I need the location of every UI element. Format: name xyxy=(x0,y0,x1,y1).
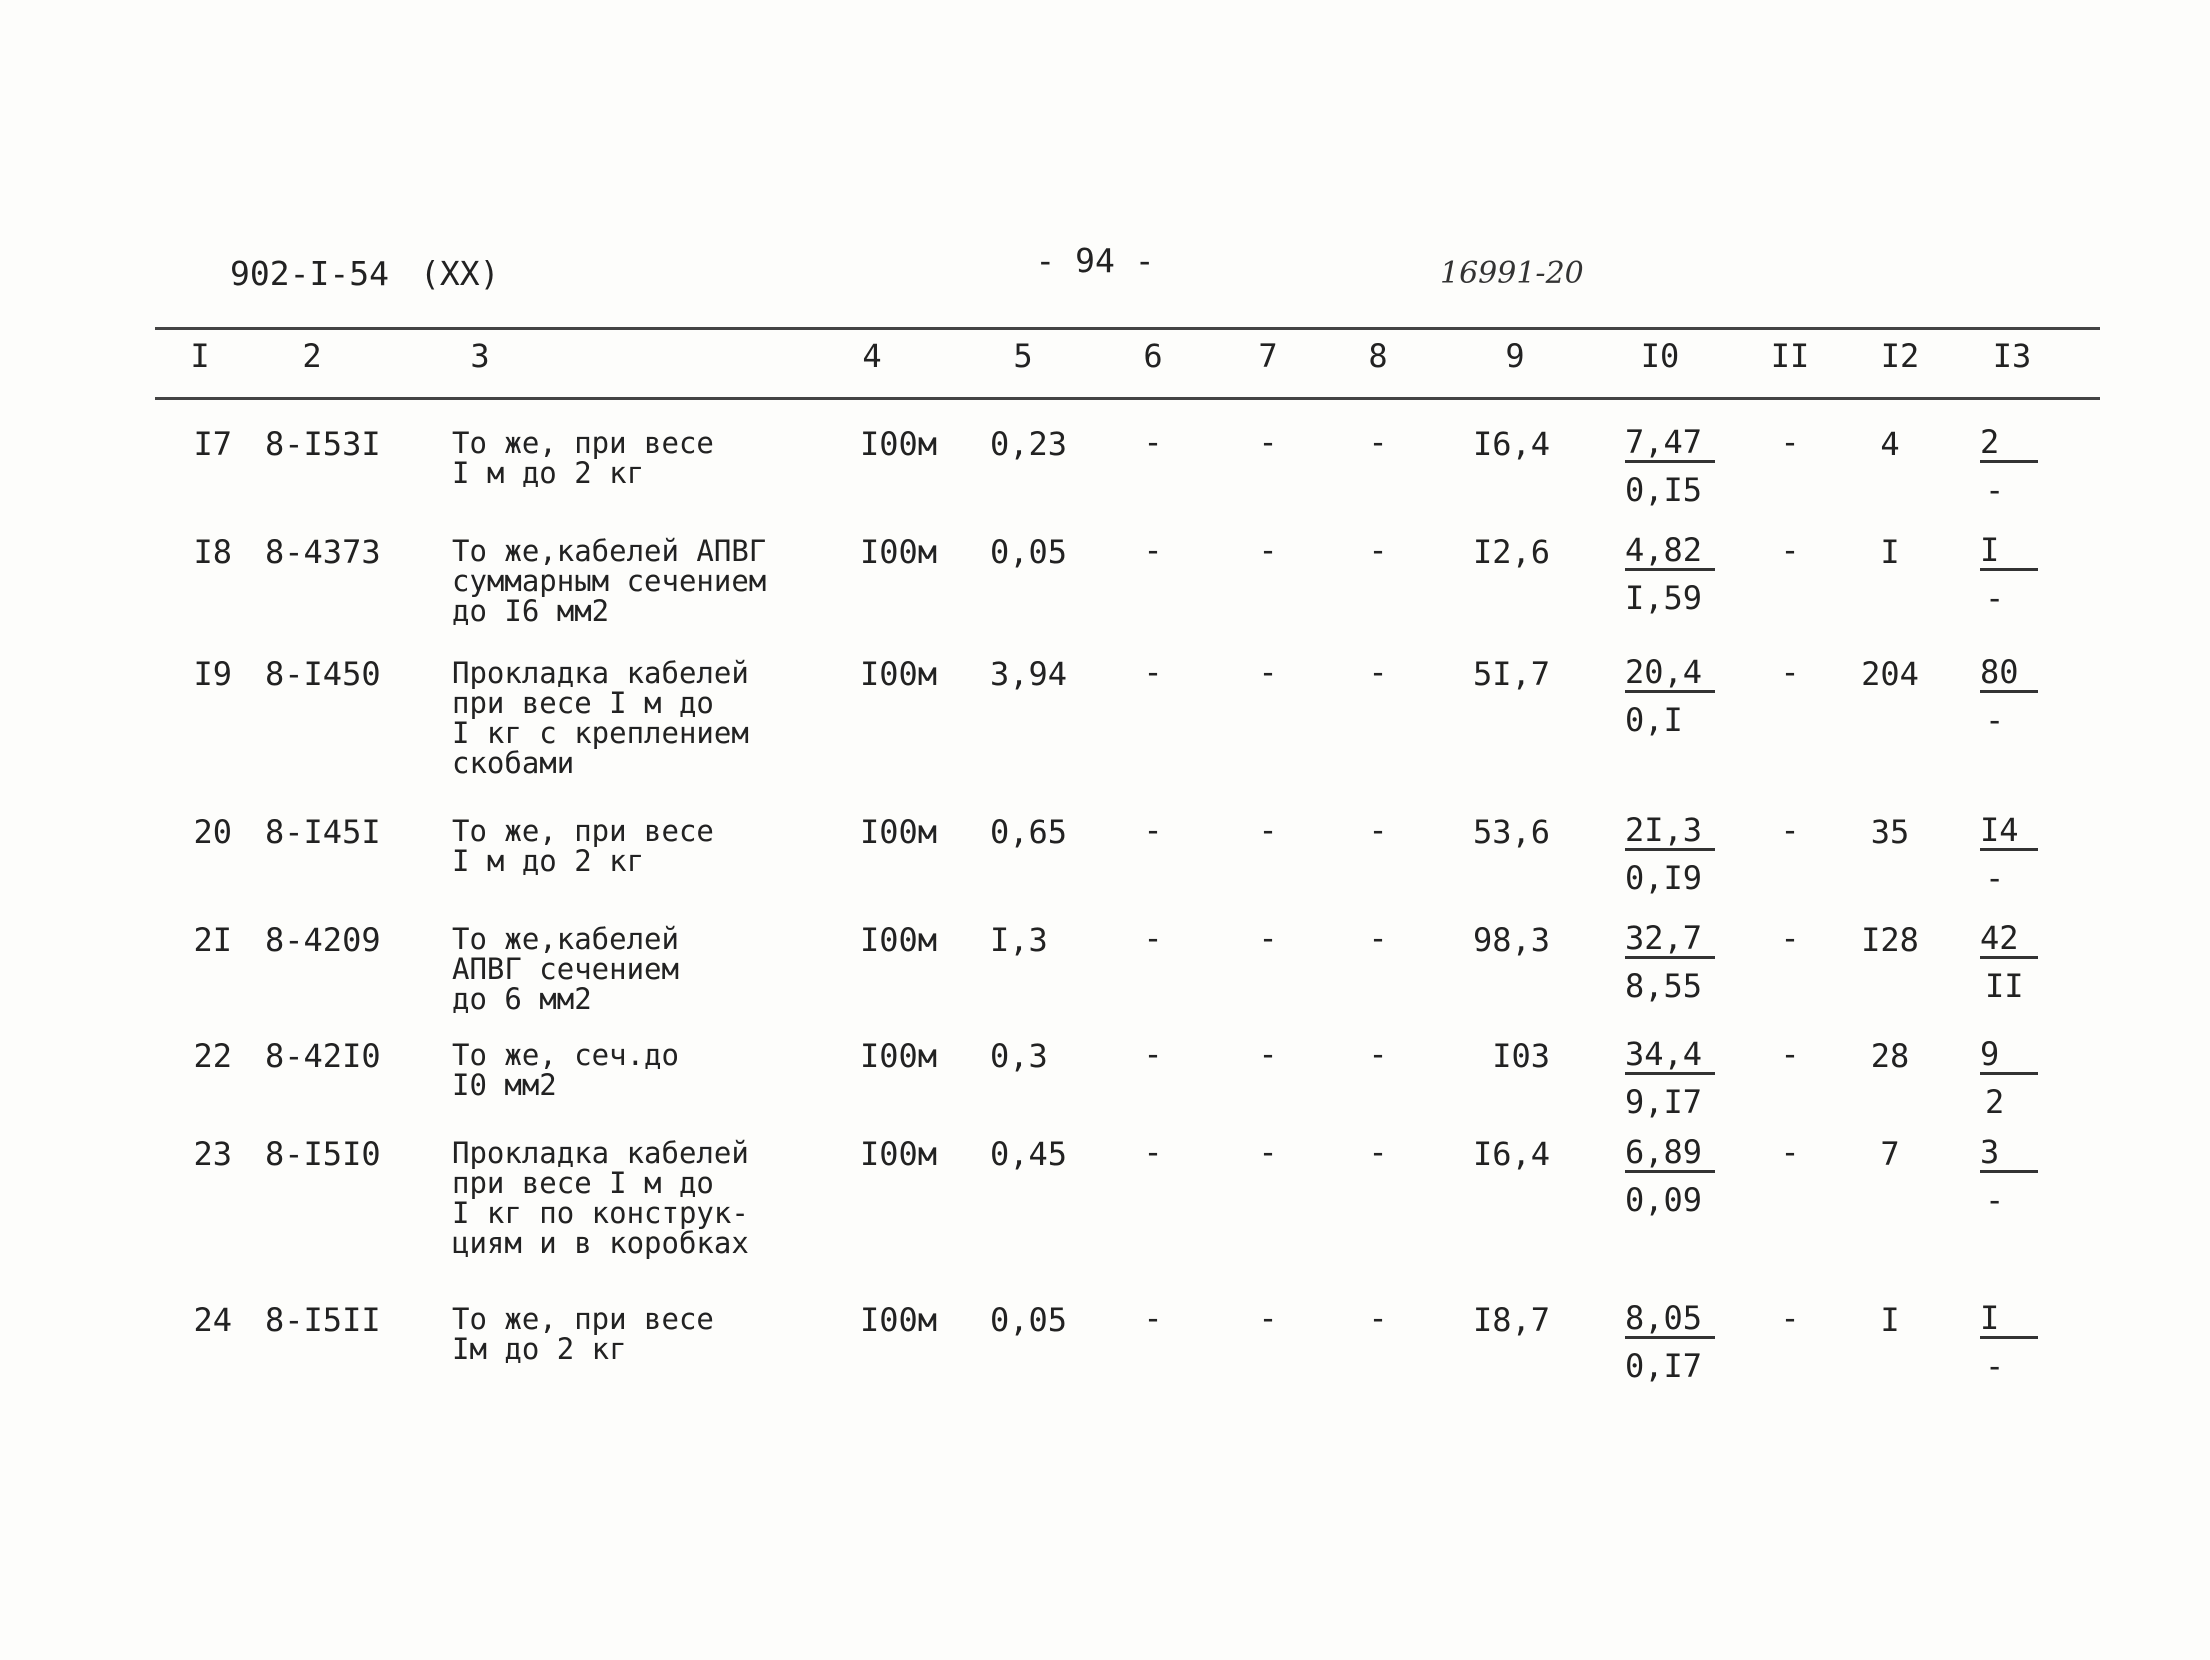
column-header-12: I2 xyxy=(1880,337,1920,375)
norm-code: 8-I53I xyxy=(265,425,381,463)
row-number: 22 xyxy=(193,1037,232,1075)
quantity: 0,23 xyxy=(990,425,1068,463)
col6-value: - xyxy=(1143,1299,1163,1337)
col7-value: - xyxy=(1258,531,1278,569)
norm-code: 8-I45I xyxy=(265,813,381,851)
norm-code: 8-4373 xyxy=(265,533,381,571)
document-code: 902-I-54 xyxy=(230,254,389,293)
col10-top-value: 32,7 xyxy=(1625,922,1715,959)
column-header-13: I3 xyxy=(1992,337,2032,375)
unit: I00м xyxy=(860,655,938,693)
norm-code: 8-I450 xyxy=(265,655,381,693)
quantity: 3,94 xyxy=(990,655,1068,693)
quantity: 0,05 xyxy=(990,1301,1068,1339)
col12-value: 28 xyxy=(1870,1037,1910,1075)
work-description: Прокладка кабелей при весе I м до I кг по конструк- циям и в коробках xyxy=(452,1136,749,1260)
col6-value: - xyxy=(1143,919,1163,957)
col7-value: - xyxy=(1258,423,1278,461)
col12-value: I28 xyxy=(1861,921,1919,959)
col11-value: - xyxy=(1780,919,1800,957)
archive-number: 16991-20 xyxy=(1440,256,1584,291)
col6-value: - xyxy=(1143,423,1163,461)
col10-bottom-value: 0,I xyxy=(1625,701,1683,739)
col8-value: - xyxy=(1368,1299,1388,1337)
col9-value: I8,7 xyxy=(1472,1301,1550,1339)
col7-value: - xyxy=(1258,1299,1278,1337)
col13-top-value: I4 xyxy=(1980,814,2038,851)
col11-value: - xyxy=(1780,1299,1800,1337)
col11-value: - xyxy=(1780,811,1800,849)
work-description: То же, при весе I м до 2 кг xyxy=(452,426,714,490)
norm-code: 8-I5I0 xyxy=(265,1135,381,1173)
norm-code: 8-4209 xyxy=(265,921,381,959)
col8-value: - xyxy=(1368,653,1388,691)
unit: I00м xyxy=(860,1037,938,1075)
column-header-2: 2 xyxy=(302,337,322,375)
col6-value: - xyxy=(1143,531,1163,569)
col10-bottom-value: 8,55 xyxy=(1625,967,1703,1005)
col12-value: 4 xyxy=(1880,425,1900,463)
col10-bottom-value: 0,I7 xyxy=(1625,1347,1703,1385)
unit: I00м xyxy=(860,1301,938,1339)
quantity: I,3 xyxy=(990,921,1048,959)
column-header-5: 5 xyxy=(1013,337,1033,375)
col13-top-value: 2 xyxy=(1980,426,2038,463)
col11-value: - xyxy=(1780,1133,1800,1171)
table-top-rule xyxy=(155,327,2100,330)
col12-value: 7 xyxy=(1880,1135,1900,1173)
unit: I00м xyxy=(860,813,938,851)
row-number: 24 xyxy=(193,1301,232,1339)
col13-top-value: 42 xyxy=(1980,922,2038,959)
col10-top-value: 2I,3 xyxy=(1625,814,1715,851)
col9-value: I6,4 xyxy=(1472,425,1550,463)
unit: I00м xyxy=(860,1135,938,1173)
quantity: 0,3 xyxy=(990,1037,1048,1075)
col12-value: 204 xyxy=(1861,655,1919,693)
col10-top-value: 34,4 xyxy=(1625,1038,1715,1075)
col13-bottom-value: - xyxy=(1985,859,2005,897)
column-header-11: II xyxy=(1770,337,1810,375)
col12-value: I xyxy=(1880,1301,1900,1339)
column-header-9: 9 xyxy=(1505,337,1525,375)
row-number: 23 xyxy=(193,1135,232,1173)
column-header-6: 6 xyxy=(1143,337,1163,375)
col13-bottom-value: - xyxy=(1985,1347,2005,1385)
col13-bottom-value: - xyxy=(1985,579,2005,617)
col9-value: I03 xyxy=(1492,1037,1550,1075)
col9-value: I6,4 xyxy=(1472,1135,1550,1173)
col11-value: - xyxy=(1780,1035,1800,1073)
col10-top-value: 6,89 xyxy=(1625,1136,1715,1173)
col9-value: 53,6 xyxy=(1472,813,1550,851)
col8-value: - xyxy=(1368,919,1388,957)
work-description: То же, сеч.до I0 мм2 xyxy=(452,1038,679,1102)
col13-top-value: 3 xyxy=(1980,1136,2038,1173)
col10-bottom-value: 0,I5 xyxy=(1625,471,1703,509)
col10-bottom-value: 9,I7 xyxy=(1625,1083,1703,1121)
row-number: 20 xyxy=(193,813,232,851)
header-bottom-rule xyxy=(155,397,2100,400)
col8-value: - xyxy=(1368,1133,1388,1171)
norm-code: 8-I5II xyxy=(265,1301,381,1339)
col13-bottom-value: 2 xyxy=(1985,1083,2005,1121)
col8-value: - xyxy=(1368,1035,1388,1073)
work-description: То же,кабелей АПВГ сечением до 6 мм2 xyxy=(452,922,679,1016)
col8-value: - xyxy=(1368,531,1388,569)
col10-top-value: 4,82 xyxy=(1625,534,1715,571)
col7-value: - xyxy=(1258,811,1278,849)
col11-value: - xyxy=(1780,531,1800,569)
col12-value: 35 xyxy=(1870,813,1910,851)
column-header-1: I xyxy=(190,337,210,375)
col10-top-value: 8,05 xyxy=(1625,1302,1715,1339)
work-description: То же, при весе Iм до 2 кг xyxy=(452,1302,714,1366)
row-number: I8 xyxy=(193,533,232,571)
col10-top-value: 7,47 xyxy=(1625,426,1715,463)
col7-value: - xyxy=(1258,919,1278,957)
col6-value: - xyxy=(1143,653,1163,691)
work-description: Прокладка кабелей при весе I м до I кг с креплением скобами xyxy=(452,656,749,780)
row-number: 2I xyxy=(193,921,232,959)
col13-bottom-value: - xyxy=(1985,1181,2005,1219)
col13-top-value: 80 xyxy=(1980,656,2038,693)
quantity: 0,05 xyxy=(990,533,1068,571)
col6-value: - xyxy=(1143,1035,1163,1073)
col9-value: 5I,7 xyxy=(1472,655,1550,693)
column-header-3: 3 xyxy=(470,337,490,375)
work-description: То же,кабелей АПВГ суммарным сечением до I6 мм2 xyxy=(452,534,767,628)
col9-value: 98,3 xyxy=(1472,921,1550,959)
col13-top-value: I xyxy=(1980,1302,2038,1339)
col10-bottom-value: 0,09 xyxy=(1625,1181,1703,1219)
col10-top-value: 20,4 xyxy=(1625,656,1715,693)
col7-value: - xyxy=(1258,1035,1278,1073)
column-header-4: 4 xyxy=(862,337,882,375)
col13-bottom-value: - xyxy=(1985,701,2005,739)
col11-value: - xyxy=(1780,653,1800,691)
col13-top-value: I xyxy=(1980,534,2038,571)
row-number: I7 xyxy=(193,425,232,463)
col7-value: - xyxy=(1258,653,1278,691)
col13-top-value: 9 xyxy=(1980,1038,2038,1075)
col6-value: - xyxy=(1143,811,1163,849)
col10-bottom-value: I,59 xyxy=(1625,579,1703,617)
row-number: I9 xyxy=(193,655,232,693)
col8-value: - xyxy=(1368,423,1388,461)
col8-value: - xyxy=(1368,811,1388,849)
col12-value: I xyxy=(1880,533,1900,571)
unit: I00м xyxy=(860,921,938,959)
col6-value: - xyxy=(1143,1133,1163,1171)
col11-value: - xyxy=(1780,423,1800,461)
col13-bottom-value: II xyxy=(1985,967,2024,1005)
column-header-7: 7 xyxy=(1258,337,1278,375)
col13-bottom-value: - xyxy=(1985,471,2005,509)
column-header-10: I0 xyxy=(1640,337,1680,375)
unit: I00м xyxy=(860,533,938,571)
col10-bottom-value: 0,I9 xyxy=(1625,859,1703,897)
quantity: 0,65 xyxy=(990,813,1068,851)
document-part: (XX) xyxy=(420,254,500,293)
quantity: 0,45 xyxy=(990,1135,1068,1173)
work-description: То же, при весе I м до 2 кг xyxy=(452,814,714,878)
col7-value: - xyxy=(1258,1133,1278,1171)
norm-code: 8-42I0 xyxy=(265,1037,381,1075)
column-header-8: 8 xyxy=(1368,337,1388,375)
unit: I00м xyxy=(860,425,938,463)
col9-value: I2,6 xyxy=(1472,533,1550,571)
page-number: - 94 - xyxy=(1035,241,1155,280)
